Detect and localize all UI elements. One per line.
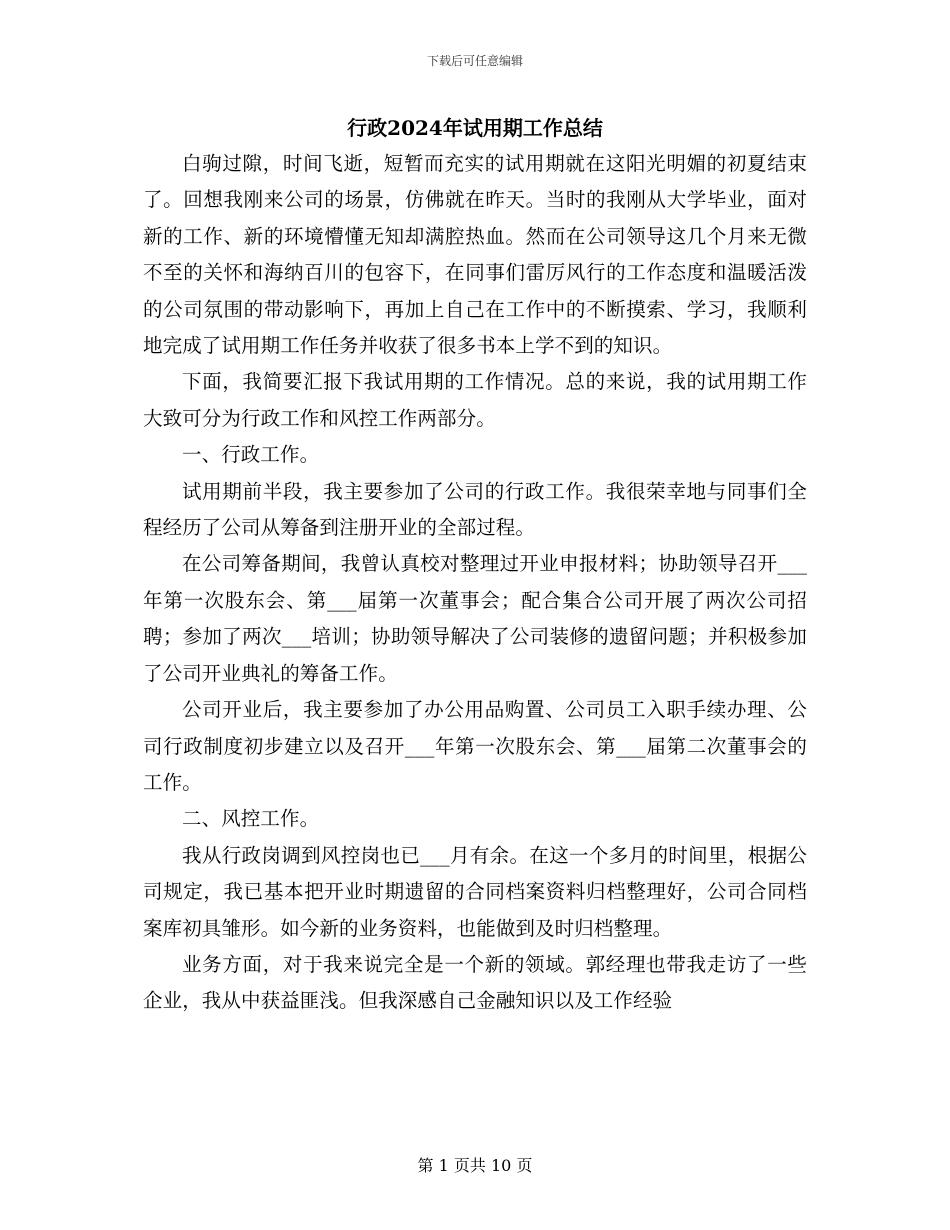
- paragraph: 我从行政岗调到风控岗也已___月有余。在这一个多月的时间里，根据公司规定，我已基本把开业时期遗留的合同档案资料归档整理好，公司合同档案库初具雏形。如今新的业务资料，也能做到及时归档整理。: [143, 843, 807, 940]
- paragraph: 在公司筹备期间，我曾认真校对整理过开业申报材料；协助领导召开___年第一次股东会、第___届第一次董事会；配合集合公司开展了两次公司招聘；参加了两次___培训；协助领导解决了公司装修的遗留问题；并积极参加了公司开业典礼的筹备工作。: [143, 552, 807, 685]
- document-body: [143, 146, 807, 1020]
- page-number: 第 1 页共 10 页: [417, 1156, 533, 1175]
- header-note: 下载后可任意编辑: [426, 54, 523, 68]
- paragraph: 公司开业后，我主要参加了办公用品购置、公司员工入职手续办理、公司行政制度初步建立以及召开___年第一次股东会、第___届第二次董事会的工作。: [143, 698, 807, 794]
- section-heading: 二、风控工作。: [182, 807, 320, 831]
- section-heading: 一、行政工作。: [182, 443, 320, 467]
- paragraph: 下面，我简要汇报下我试用期的工作情况。总的来说，我的试用期工作大致可分为行政工作和风控工作两部分。: [143, 370, 807, 430]
- paragraph: 试用期前半段，我主要参加了公司的行政工作。我很荣幸地与同事们全程经历了公司从筹备到注册开业的全部过程。: [143, 479, 807, 540]
- paragraph: 业务方面，对于我来说完全是一个新的领域。郭经理也带我走访了一些企业，我从中获益匪浅。但我深感自己金融知识以及工作经验: [143, 952, 807, 1013]
- paragraph: 白驹过隙，时间飞逝，短暂而充实的试用期就在这阳光明媚的初夏结束了。回想我刚来公司的场景，仿佛就在昨天。当时的我刚从大学毕业，面对新的工作、新的环境懵懂无知却满腔热血。然而在公司领导这几个月来无微不至的关怀和海纳百川的包容下，在同事们雷厉风行的工作态度和温暖活泼的公司氛围的带动影响下，再加上自己在工作中的不断摸索、学习，我顺利地完成了试用期工作任务并收获了很多书本上学不到的知识。: [143, 152, 807, 358]
- document-title: 行政2024年试用期工作总结: [347, 116, 603, 140]
